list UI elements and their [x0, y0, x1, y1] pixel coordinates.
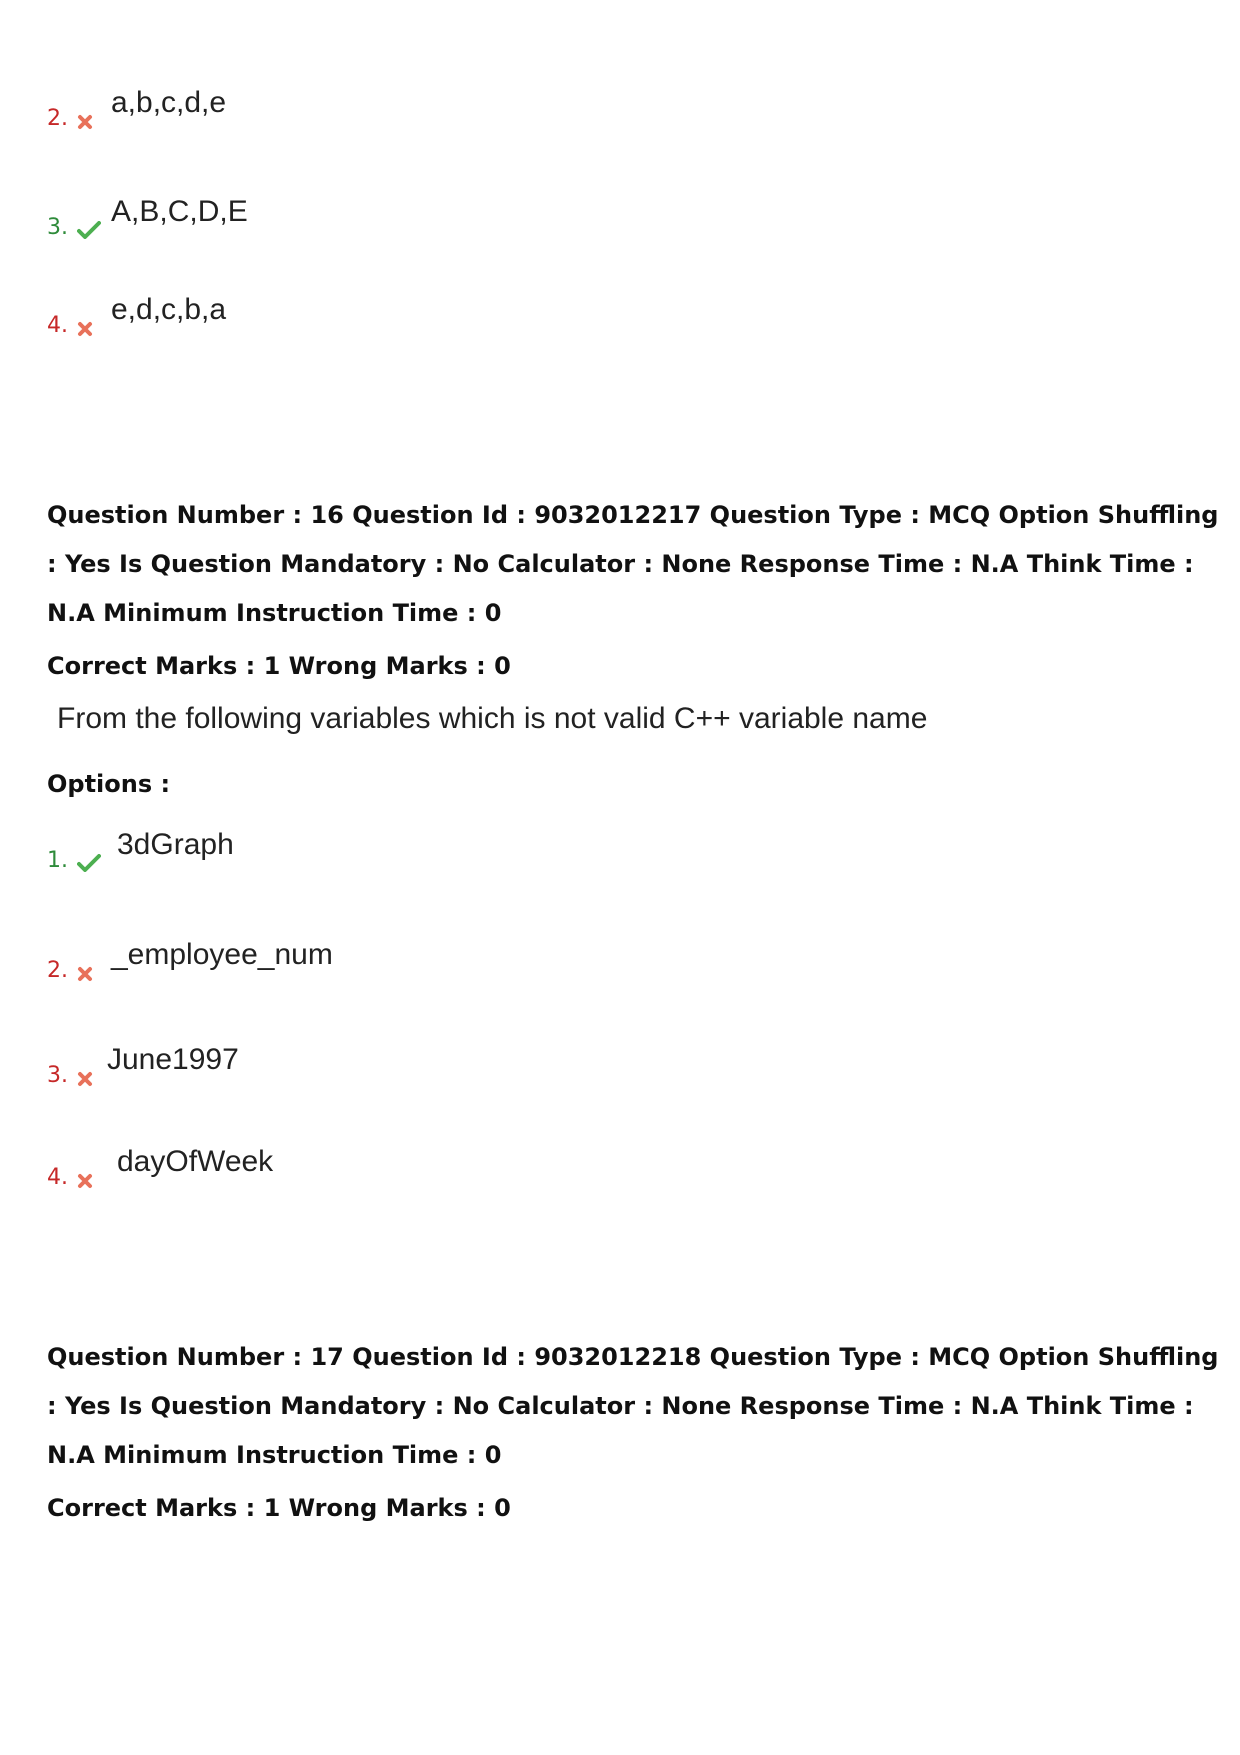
option-row[interactable]	[47, 1039, 239, 1089]
option-row[interactable]	[47, 824, 234, 874]
option-text: e,d,c,b,a	[111, 293, 227, 326]
option-row[interactable]	[47, 191, 248, 241]
question-text: From the following variables which is not valid C++ variable name	[57, 702, 928, 735]
cross-icon	[77, 1165, 107, 1191]
option-row[interactable]	[47, 1141, 273, 1191]
option-text: _employee_num	[111, 938, 333, 971]
cross-icon	[77, 313, 107, 339]
option-number: 4.	[47, 1165, 68, 1190]
option-number: 4.	[47, 313, 68, 338]
question-meta: Question Number : 17 Question Id : 9032012218 Question Type : MCQ Option Shuffling : Yes Is Question Mandatory : No Calculator : None Response Time : N.A Think Time : N.A Minimum Instruction Time : 0	[47, 1343, 1219, 1469]
cross-icon	[77, 106, 107, 132]
question-meta: Question Number : 16 Question Id : 9032012217 Question Type : MCQ Option Shuffling : Yes Is Question Mandatory : No Calculator : None Response Time : N.A Think Time : N.A Minimum Instruction Time : 0	[47, 501, 1219, 627]
option-text: dayOfWeek	[117, 1145, 274, 1178]
check-icon	[77, 848, 107, 874]
check-icon	[77, 215, 107, 241]
option-text: A,B,C,D,E	[111, 195, 248, 228]
cross-icon	[77, 958, 107, 984]
option-number: 1.	[47, 848, 68, 873]
option-text: June1997	[107, 1043, 239, 1076]
option-row[interactable]	[47, 82, 226, 132]
question-marks: Correct Marks : 1 Wrong Marks : 0	[47, 1494, 511, 1522]
option-number: 3.	[47, 215, 68, 240]
option-row[interactable]	[47, 934, 333, 984]
option-number: 2.	[47, 106, 68, 131]
option-text: 3dGraph	[117, 828, 234, 861]
option-text: a,b,c,d,e	[111, 86, 227, 119]
cross-icon	[77, 1063, 107, 1089]
question-marks: Correct Marks : 1 Wrong Marks : 0	[47, 652, 511, 680]
option-number: 3.	[47, 1063, 68, 1088]
options-label: Options :	[47, 770, 171, 798]
option-number: 2.	[47, 958, 68, 983]
option-row[interactable]	[47, 289, 226, 339]
